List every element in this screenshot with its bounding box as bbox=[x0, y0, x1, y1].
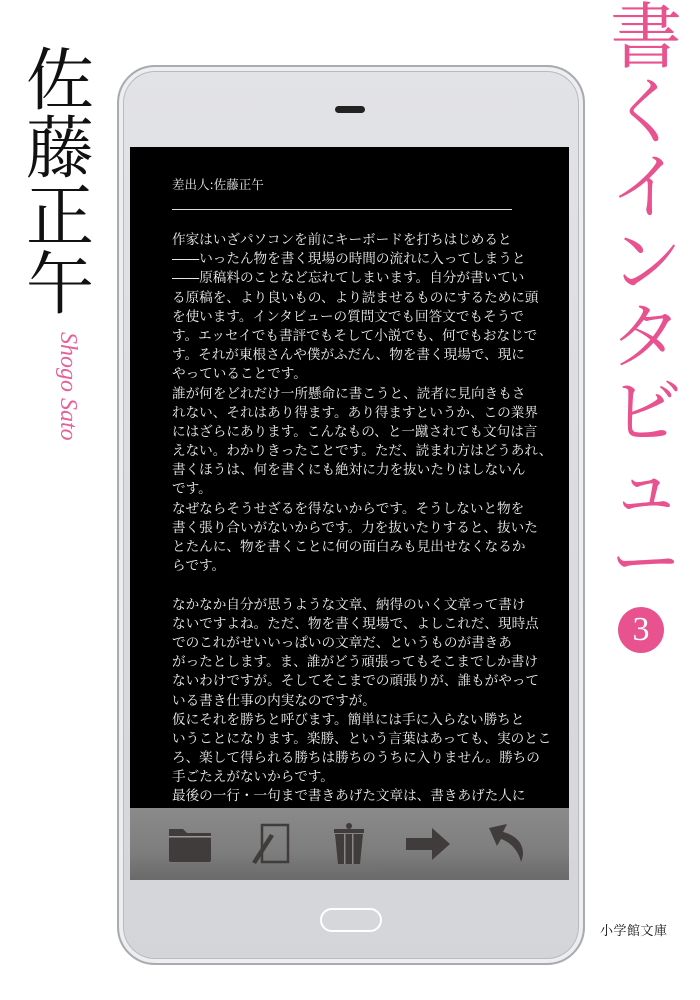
message-line: いる書き仕事の内実なのですが。 bbox=[172, 692, 376, 709]
author-char: 藤 bbox=[25, 110, 94, 189]
divider bbox=[172, 209, 512, 210]
message-line: を使います。インタビューの質問文でも回答文でもそうで bbox=[172, 308, 524, 325]
message-line: ろ、楽して得られる勝ちは勝ちのうちに入りません。勝ちの bbox=[172, 750, 540, 767]
trash-icon[interactable] bbox=[324, 822, 374, 866]
message-line: えない。わかりきったことです。ただ、読まれ方はどうあれ、 bbox=[172, 443, 553, 460]
message-line: 作家はいざパソコンを前にキーボードを打ちはじめると bbox=[172, 232, 512, 248]
message-line: す。エッセイでも書評でもそして小説でも、何でもおなじで bbox=[172, 327, 538, 344]
author-char: 佐 bbox=[25, 42, 94, 121]
folder-icon[interactable] bbox=[165, 822, 215, 866]
home-button[interactable] bbox=[320, 908, 382, 932]
title-char: く bbox=[609, 70, 682, 154]
message-line: らです。 bbox=[172, 558, 226, 575]
reply-icon[interactable] bbox=[484, 822, 534, 866]
message-line: やっていることです。 bbox=[172, 366, 307, 383]
message-line: にはざらにあります。こんなもの、と一蹴されても文句は言 bbox=[172, 423, 538, 440]
title-char: 書 bbox=[609, 0, 682, 79]
message-line: 仮にそれを勝ちと呼びます。簡単には手に入らない勝ちと bbox=[172, 711, 525, 728]
message-line: なかなか自分が思うような文章、納得のいく文章って書け bbox=[172, 596, 526, 613]
title-char: タ bbox=[609, 295, 682, 379]
phone-illustration bbox=[117, 65, 585, 965]
volume-badge: 3 bbox=[618, 607, 664, 653]
author-name bbox=[22, 42, 98, 325]
message-line: とたんに、物を書くことに何の面白みも見出せなくなるか bbox=[172, 539, 526, 555]
message-body bbox=[172, 231, 552, 807]
message-line: る原稿を、より良いもの、より読ませるものにするために頭 bbox=[172, 289, 539, 306]
message-line: です。 bbox=[172, 481, 212, 498]
title-char: ュ bbox=[609, 445, 682, 529]
message-line: なぜならそうせざるを得ないからです。そうしないと物を bbox=[172, 500, 525, 517]
message-line: 書く張り合いがないからです。力を抜いたりすると、抜いた bbox=[172, 519, 538, 536]
message-line: ないわけですが。そしてそこまでの頑張りが、誰もがやって bbox=[172, 673, 540, 690]
message-line: 誰が何をどれだけ一所懸命に書こうと、読者に見向きもさ bbox=[172, 385, 526, 402]
sender-line: 差出人:佐藤正午 bbox=[172, 177, 264, 192]
publisher-label: 小学館文庫 bbox=[600, 924, 668, 939]
book-title bbox=[592, 0, 700, 604]
message-line: ――原稿料のことなど忘れてしまいます。自分が書いてい bbox=[172, 270, 525, 287]
title-char: ビ bbox=[609, 370, 682, 454]
message-line bbox=[172, 576, 552, 595]
earpiece bbox=[335, 106, 365, 113]
message-line: れない、それはあり得ます。あり得ますというか、この業界 bbox=[172, 404, 538, 421]
title-char: ン bbox=[609, 220, 682, 304]
message-line: がったとします。ま、誰がどう頑張ってもそこまでしか書け bbox=[172, 654, 538, 671]
message-line: ――いったん物を書く現場の時間の流れに入ってしまうと bbox=[172, 251, 526, 268]
message-line: ないですよね。ただ、物を書く現場で、よしこれだ、現時点 bbox=[172, 615, 539, 632]
forward-icon[interactable] bbox=[404, 822, 454, 866]
message-line: 書くほうは、何を書くにも絶対に力を抜いたりはしないん bbox=[172, 462, 526, 479]
message-line: 手ごたえがないからです。 bbox=[172, 769, 334, 786]
message-line: 最後の一行・一句まで書きあげた文章は、書きあげた人に bbox=[172, 788, 526, 805]
phone-screen bbox=[130, 147, 569, 808]
phone-toolbar bbox=[130, 808, 569, 880]
author-romaji: Shogo Sato bbox=[55, 332, 81, 441]
message-line: いうことになります。楽勝、という言葉はあっても、実のとこ bbox=[172, 730, 552, 747]
author-char: 正 bbox=[25, 178, 94, 257]
title-char: ー bbox=[609, 520, 682, 604]
author-char: 午 bbox=[25, 246, 94, 325]
title-char: イ bbox=[609, 145, 682, 229]
message-line: す。それが東根さんや僕がふだん、物を書く現場で、現に bbox=[172, 347, 525, 364]
message-line: でのこれがせいいっぱいの文章だ、というものが書きあ bbox=[172, 634, 512, 651]
compose-icon[interactable] bbox=[245, 822, 295, 866]
